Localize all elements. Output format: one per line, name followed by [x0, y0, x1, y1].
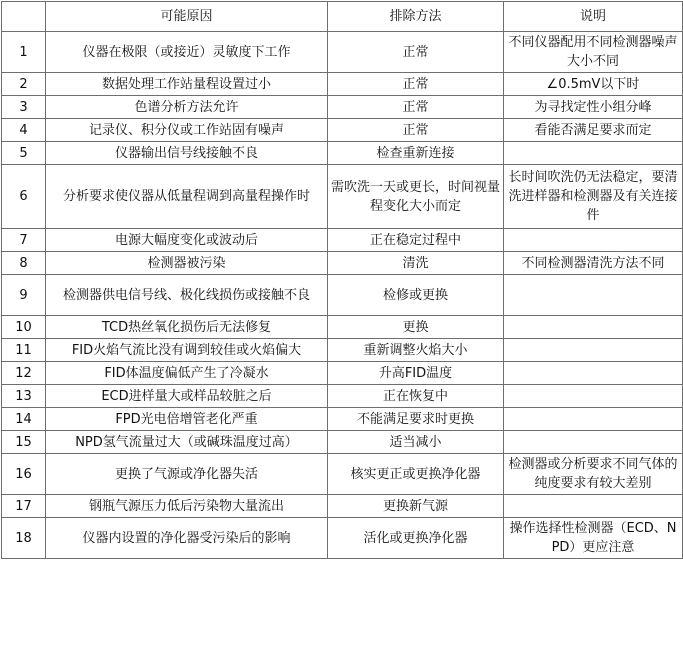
row-remedy: 升高FID温度	[328, 362, 504, 385]
table-row	[2, 252, 683, 275]
row-number: 11	[2, 339, 46, 362]
row-remedy: 正在恢复中	[328, 385, 504, 408]
row-number: 3	[2, 96, 46, 119]
row-note	[504, 431, 683, 454]
header-note: 说明	[504, 2, 683, 32]
row-cause: 钢瓶气源压力低后污染物大量流出	[46, 495, 328, 518]
table-row	[2, 518, 683, 559]
row-remedy: 正常	[328, 73, 504, 96]
row-cause: 色谱分析方法允许	[46, 96, 328, 119]
table-row	[2, 165, 683, 229]
row-remedy: 核实更正或更换净化器	[328, 454, 504, 495]
row-cause: 分析要求使仪器从低量程调到高量程操作时	[46, 165, 328, 229]
table-row	[2, 385, 683, 408]
row-remedy: 正在稳定过程中	[328, 229, 504, 252]
row-cause: 检测器被污染	[46, 252, 328, 275]
row-remedy: 重新调整火焰大小	[328, 339, 504, 362]
row-remedy: 更换新气源	[328, 495, 504, 518]
row-cause: FID体温度偏低产生了冷凝水	[46, 362, 328, 385]
row-note: 操作选择性检测器（ECD、NPD）更应注意	[504, 518, 683, 559]
row-number: 12	[2, 362, 46, 385]
table-row	[2, 454, 683, 495]
row-note	[504, 229, 683, 252]
row-number: 10	[2, 316, 46, 339]
row-note: 长时间吹洗仍无法稳定，要清洗进样器和检测器及有关连接件	[504, 165, 683, 229]
row-cause: 仪器内设置的净化器受污染后的影响	[46, 518, 328, 559]
row-cause: 检测器供电信号线、极化线损伤或接触不良	[46, 275, 328, 316]
row-remedy: 正常	[328, 119, 504, 142]
row-remedy: 适当减小	[328, 431, 504, 454]
table-row	[2, 339, 683, 362]
row-cause: ECD进样量大或样品较脏之后	[46, 385, 328, 408]
table-row	[2, 316, 683, 339]
row-remedy: 需吹洗一天或更长，时间视量程变化大小而定	[328, 165, 504, 229]
header-row	[2, 2, 683, 32]
row-number: 1	[2, 32, 46, 73]
table-row	[2, 431, 683, 454]
row-remedy: 更换	[328, 316, 504, 339]
row-remedy: 清洗	[328, 252, 504, 275]
table-row	[2, 495, 683, 518]
row-cause: 更换了气源或净化器失活	[46, 454, 328, 495]
row-note: ∠0.5mV以下时	[504, 73, 683, 96]
table-row	[2, 362, 683, 385]
row-cause: 数据处理工作站量程设置过小	[46, 73, 328, 96]
troubleshooting-table	[1, 1, 683, 559]
row-number: 16	[2, 454, 46, 495]
table-row	[2, 142, 683, 165]
table-row	[2, 73, 683, 96]
row-remedy: 不能满足要求时更换	[328, 408, 504, 431]
row-note	[504, 142, 683, 165]
row-note: 不同检测器清洗方法不同	[504, 252, 683, 275]
row-note	[504, 495, 683, 518]
row-note: 不同仪器配用不同检测器噪声大小不同	[504, 32, 683, 73]
row-note: 检测器或分析要求不同气体的纯度要求有较大差别	[504, 454, 683, 495]
row-remedy: 检查重新连接	[328, 142, 504, 165]
row-number: 5	[2, 142, 46, 165]
row-cause: NPD氢气流量过大（或碱珠温度过高）	[46, 431, 328, 454]
row-remedy: 正常	[328, 96, 504, 119]
row-number: 4	[2, 119, 46, 142]
row-cause: 电源大幅度变化或波动后	[46, 229, 328, 252]
row-cause: FID火焰气流比没有调到较佳或火焰偏大	[46, 339, 328, 362]
row-note	[504, 316, 683, 339]
row-note: 为寻找定性小组分峰	[504, 96, 683, 119]
row-cause: 仪器输出信号线接触不良	[46, 142, 328, 165]
row-note: 看能否满足要求而定	[504, 119, 683, 142]
row-remedy: 活化或更换净化器	[328, 518, 504, 559]
header-remedy: 排除方法	[328, 2, 504, 32]
row-cause: TCD热丝氧化损伤后无法修复	[46, 316, 328, 339]
table-row	[2, 96, 683, 119]
row-number: 8	[2, 252, 46, 275]
table-body	[2, 32, 683, 559]
header-possible-cause: 可能原因	[46, 2, 328, 32]
row-number: 9	[2, 275, 46, 316]
row-note	[504, 339, 683, 362]
row-number: 18	[2, 518, 46, 559]
row-number: 17	[2, 495, 46, 518]
row-remedy: 正常	[328, 32, 504, 73]
row-number: 2	[2, 73, 46, 96]
row-number: 14	[2, 408, 46, 431]
row-note	[504, 408, 683, 431]
table-row	[2, 275, 683, 316]
table-row	[2, 408, 683, 431]
row-number: 6	[2, 165, 46, 229]
table-row	[2, 119, 683, 142]
row-cause: 记录仪、积分仪或工作站固有噪声	[46, 119, 328, 142]
row-cause: 仪器在极限（或接近）灵敏度下工作	[46, 32, 328, 73]
header-number	[2, 2, 46, 32]
row-note	[504, 385, 683, 408]
row-number: 15	[2, 431, 46, 454]
row-note	[504, 275, 683, 316]
row-number: 13	[2, 385, 46, 408]
row-note	[504, 362, 683, 385]
row-remedy: 检修或更换	[328, 275, 504, 316]
table-row	[2, 32, 683, 73]
row-number: 7	[2, 229, 46, 252]
table-row	[2, 229, 683, 252]
row-cause: FPD光电倍增管老化严重	[46, 408, 328, 431]
